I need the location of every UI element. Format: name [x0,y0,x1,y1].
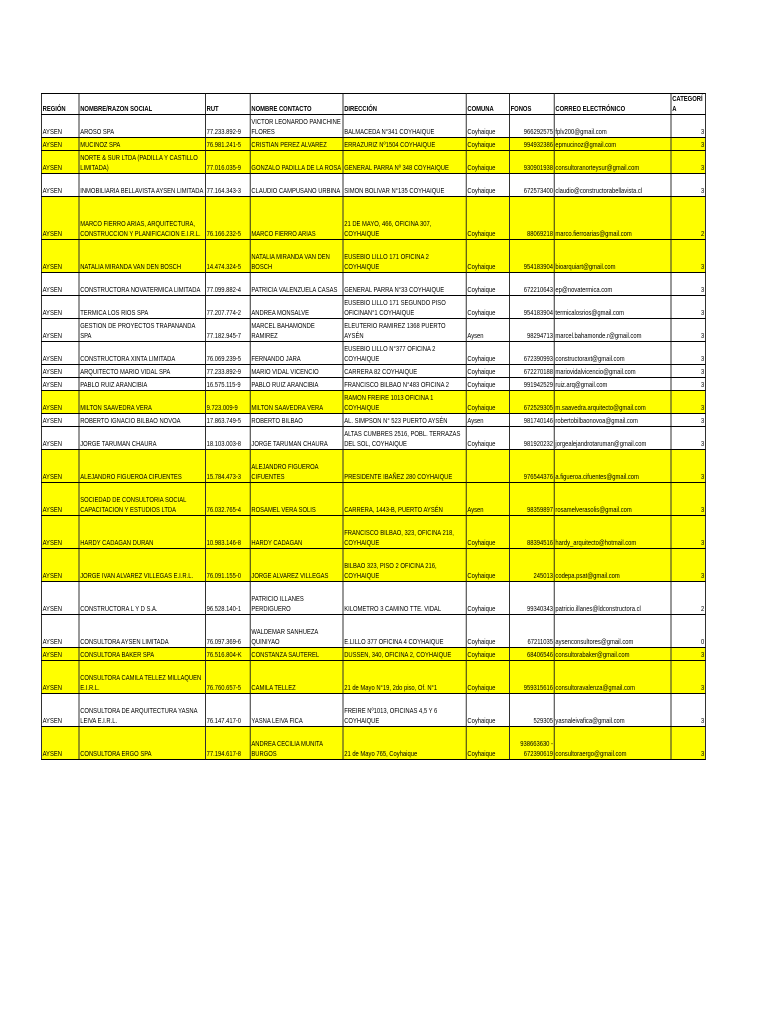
table-row [41,273,705,296]
cell-contact[interactable]: JORGE TARUMAN CHAURA [250,427,343,450]
cell-address[interactable]: PRESIDENTE IBAÑEZ 280 COYHAIQUE [343,450,466,483]
cell-comuna[interactable]: Coyhaique [466,378,509,391]
cell-comuna[interactable]: Coyhaique [466,516,509,549]
cell-email[interactable]: consultorabaker@gmail.com [554,648,671,661]
cell-rut[interactable]: 16.575.115-9 [205,378,250,391]
col-header-address[interactable]: DIRECCIÓN [343,94,466,115]
cell-address[interactable]: EUSEBIO LILLO N°377 OFICINA 2 COYHAIQUE [343,342,466,365]
cell-name[interactable]: MUCINOZ SPA [79,138,205,151]
cell-contact[interactable]: PATRICIO ILLANES PERDIGUERO [250,582,343,615]
cell-email[interactable]: aysenconsultores@gmail.com [554,615,671,648]
cell-category[interactable]: 3 [671,296,705,319]
table-row [41,450,705,483]
cell-phones[interactable]: 938663630 - 672390619 [509,727,554,760]
cell-phones[interactable]: 966292575 [509,115,554,138]
cell-name[interactable]: CONSULTORA CAMILA TELLEZ MILLAQUEN E.I.R.L. [79,661,205,694]
cell-address[interactable]: FRANCISCO BILBAO, 323, OFICINA 218, COYHAIQUE [343,516,466,549]
cell-contact[interactable]: MARIO VIDAL VICENCIO [250,365,343,378]
cell-phones[interactable]: 98294713 [509,319,554,342]
cell-category[interactable]: 3 [671,694,705,727]
cell-phones[interactable]: 68406546 [509,648,554,661]
cell-comuna[interactable]: Coyhaique [466,273,509,296]
cell-contact[interactable]: WALDEMAR SANHUEZA QUINIYAO [250,615,343,648]
cell-contact[interactable]: YASNA LEIVA FICA [250,694,343,727]
cell-name[interactable]: CONSULTORA ERGO SPA [79,727,205,760]
cell-comuna[interactable]: Aysen [466,319,509,342]
cell-contact[interactable]: MARCO FIERRO ARIAS [250,197,343,240]
cell-email[interactable]: yasnaleivafica@gmail.com [554,694,671,727]
cell-contact[interactable]: ANDREA MONSALVE [250,296,343,319]
cell-category[interactable]: 3 [671,378,705,391]
cell-rut[interactable]: 77.233.892-9 [205,365,250,378]
cell-address[interactable]: BILBAO 323, PISO 2 OFICINA 216, COYHAIQUE [343,549,466,582]
cell-region[interactable]: AYSEN [41,648,79,661]
cell-rut[interactable]: 77.182.945-7 [205,319,250,342]
cell-phones[interactable]: 959315616 [509,661,554,694]
cell-email[interactable]: ruiz.arq@gmail.com [554,378,671,391]
cell-email[interactable]: epmucinoz@gmail.com [554,138,671,151]
cell-comuna[interactable]: Coyhaique [466,342,509,365]
cell-address[interactable]: 21 de Mayo N°19, 2do piso, Of. N°1 [343,661,466,694]
cell-region[interactable]: AYSEN [41,414,79,427]
cell-phones[interactable]: 981920232 [509,427,554,450]
cell-name[interactable]: MILTON SAAVEDRA VERA [79,391,205,414]
cell-contact[interactable]: GONZALO PADILLA DE LA ROSA [250,151,343,174]
cell-email[interactable]: m.saavedra.arquitecto@gmail.com [554,391,671,414]
cell-category[interactable]: 2 [671,582,705,615]
cell-rut[interactable]: 77.016.035-9 [205,151,250,174]
cell-email[interactable]: marcel.bahamonde.r@gmail.com [554,319,671,342]
cell-phones[interactable]: 672210643 [509,273,554,296]
cell-category[interactable]: 3 [671,549,705,582]
cell-comuna[interactable]: Coyhaique [466,197,509,240]
cell-phones[interactable]: 672529305 [509,391,554,414]
cell-rut[interactable]: 17.863.749-5 [205,414,250,427]
cell-email[interactable]: claudio@constructorabellavista.cl [554,174,671,197]
cell-contact[interactable]: ANDREA CECILIA MUNITA BURGOS [250,727,343,760]
cell-region[interactable]: AYSEN [41,661,79,694]
cell-address[interactable]: DUSSEN, 340, OFICINA 2, COYHAIQUE [343,648,466,661]
cell-comuna[interactable]: Coyhaique [466,240,509,273]
cell-region[interactable]: AYSEN [41,427,79,450]
col-header-email[interactable]: CORREO ELECTRÓNICO [554,94,671,115]
cell-address[interactable]: CARRERA 82 COYHAIQUE [343,365,466,378]
cell-phones[interactable]: 954183904 [509,240,554,273]
cell-phones[interactable]: 930901938 [509,151,554,174]
cell-email[interactable]: termicalosrios@gmail.com [554,296,671,319]
cell-category[interactable]: 3 [671,648,705,661]
table-row [41,319,705,342]
cell-comuna[interactable]: Coyhaique [466,427,509,450]
cell-phones[interactable]: 994932386 [509,138,554,151]
cell-address[interactable]: GENERAL PARRA Nº 348 COYHAIQUE [343,151,466,174]
cell-category[interactable]: 3 [671,138,705,151]
cell-address[interactable]: EUSEBIO LILLO 171 OFICINA 2 COYHAIQUE [343,240,466,273]
cell-comuna[interactable]: Coyhaique [466,727,509,760]
cell-phones[interactable]: 954183904 [509,296,554,319]
cell-comuna[interactable]: Coyhaique [466,391,509,414]
cell-email[interactable]: mariovidalvicencio@gmail.com [554,365,671,378]
cell-comuna[interactable]: Coyhaique [466,174,509,197]
cell-contact[interactable]: ALEJANDRO FIGUEROA CIFUENTES [250,450,343,483]
cell-contact[interactable]: CRISTIAN PEREZ ALVAREZ [250,138,343,151]
cell-email[interactable]: consultoravalenza@gmail.com [554,661,671,694]
cell-contact[interactable]: FERNANDO JARA [250,342,343,365]
cell-address[interactable]: ERRAZURIZ Nº1504 COYHAIQUE [343,138,466,151]
cell-category[interactable]: 3 [671,273,705,296]
cell-comuna[interactable]: Coyhaique [466,582,509,615]
cell-category[interactable]: 3 [671,342,705,365]
cell-rut[interactable]: 76.981.241-5 [205,138,250,151]
cell-comuna[interactable]: Coyhaique [466,115,509,138]
table-row [41,138,705,151]
cell-email[interactable]: codepa.psat@gmail.com [554,549,671,582]
cell-region[interactable]: AYSEN [41,240,79,273]
cell-region[interactable]: AYSEN [41,115,79,138]
cell-contact[interactable]: ROSAMEL VERA SOLIS [250,483,343,516]
cell-contact[interactable]: CAMILA TELLEZ [250,661,343,694]
col-header-name[interactable]: NOMBRE/RAZON SOCIAL [79,94,205,115]
cell-contact[interactable]: MARCEL BAHAMONDE RAMIREZ [250,319,343,342]
cell-region[interactable]: AYSEN [41,174,79,197]
cell-name[interactable]: AROSO SPA [79,115,205,138]
cell-phones[interactable]: 976544376 [509,450,554,483]
cell-name[interactable]: CONSULTORA DE ARQUITECTURA YASNA LEIVA E.I.R.L. [79,694,205,727]
col-header-comuna[interactable]: COMUNA [466,94,509,115]
cell-name[interactable]: NORTE & SUR LTDA (PADILLA Y CASTILLO LIMITADA) [79,151,205,174]
cell-address[interactable]: AL. SIMPSON N° 523 PUERTO AYSÉN [343,414,466,427]
header-row [41,94,705,115]
cell-category[interactable]: 3 [671,391,705,414]
cell-comuna[interactable]: Coyhaique [466,365,509,378]
cell-comuna[interactable]: Coyhaique [466,648,509,661]
cell-address[interactable]: BALMACEDA N°341 COYHAIQUE [343,115,466,138]
cell-region[interactable]: AYSEN [41,197,79,240]
table-row [41,483,705,516]
cell-email[interactable]: constructoraxt@gmail.com [554,342,671,365]
cell-name[interactable]: CONSTRUCTORA XINTA LIMITADA [79,342,205,365]
table-row [41,378,705,391]
table-row [41,414,705,427]
cell-contact[interactable]: VICTOR LEONARDO PANICHINE FLORES [250,115,343,138]
cell-name[interactable]: HARDY CADAGAN DURAN [79,516,205,549]
cell-contact[interactable]: CONSTANZA SAUTEREL [250,648,343,661]
cell-name[interactable]: ALEJANDRO FIGUEROA CIFUENTES [79,450,205,483]
cell-email[interactable]: a.figueroa.cifuentes@gmail.com [554,450,671,483]
col-header-region[interactable]: REGIÓN [41,94,79,115]
cell-contact[interactable]: NATALIA MIRANDA VAN DEN BOSCH [250,240,343,273]
cell-rut[interactable]: 10.983.146-8 [205,516,250,549]
col-header-phones[interactable]: FONOS [509,94,554,115]
col-header-rut[interactable]: RUT [205,94,250,115]
cell-category[interactable]: 3 [671,483,705,516]
cell-email[interactable]: robertobilbaonovoa@gmail.com [554,414,671,427]
cell-name[interactable]: JORGE TARUMAN CHAURA [79,427,205,450]
cell-name[interactable]: PABLO RUIZ ARANCIBIA [79,378,205,391]
cell-name[interactable]: CONSTRUCTORA L Y D S.A. [79,582,205,615]
table-row [41,174,705,197]
cell-name[interactable]: CONSULTORA AYSEN LIMITADA [79,615,205,648]
cell-rut[interactable]: 77.233.892-9 [205,115,250,138]
cell-comuna[interactable]: Coyhaique [466,151,509,174]
cell-name[interactable]: MARCO FIERRO ARIAS, ARQUITECTURA, CONSTRUCCION Y PLANIFICACION E.I.R.L. [79,197,205,240]
cell-rut[interactable]: 14.474.324-5 [205,240,250,273]
cell-rut[interactable]: 76.032.765-4 [205,483,250,516]
cell-phones[interactable]: 981740146 [509,414,554,427]
cell-category[interactable]: 3 [671,115,705,138]
cell-email[interactable]: consultoranorteysur@gmail.com [554,151,671,174]
cell-category[interactable]: 2 [671,197,705,240]
cell-phones[interactable]: 672573400 [509,174,554,197]
cell-address[interactable]: SIMON BOLIVAR N°135 COYHAIQUE [343,174,466,197]
cell-address[interactable]: 21 de Mayo 765, Coyhaique [343,727,466,760]
cell-name[interactable]: CONSULTORA BAKER SPA [79,648,205,661]
cell-email[interactable]: bioarquiart@gmail.com [554,240,671,273]
col-header-category[interactable]: CATEGORÍA [671,94,705,115]
cell-region[interactable]: AYSEN [41,273,79,296]
cell-contact[interactable]: PATRICIA VALENZUELA CASAS [250,273,343,296]
cell-name[interactable]: ROBERTO IGNACIO BILBAO NOVOA [79,414,205,427]
cell-region[interactable]: AYSEN [41,516,79,549]
cell-phones[interactable]: 88069218 [509,197,554,240]
cell-region[interactable]: AYSEN [41,694,79,727]
cell-comuna[interactable]: Coyhaique [466,296,509,319]
table-row [41,661,705,694]
table-row [41,342,705,365]
cell-rut[interactable]: 76.147.417-0 [205,694,250,727]
cell-comuna[interactable]: Coyhaique [466,661,509,694]
cell-email[interactable]: fplv200@gmail.com [554,115,671,138]
cell-email[interactable]: marco.fierroarias@gmail.com [554,197,671,240]
cell-rut[interactable]: 96.528.140-1 [205,582,250,615]
cell-comuna[interactable]: Aysen [466,483,509,516]
cell-category[interactable]: 3 [671,516,705,549]
cell-region[interactable]: AYSEN [41,615,79,648]
cell-rut[interactable]: 76.069.239-5 [205,342,250,365]
cell-contact[interactable]: ROBERTO BILBAO [250,414,343,427]
cell-category[interactable]: 3 [671,151,705,174]
cell-address[interactable]: ALTAS CUMBRES 2516, POBL. TERRAZAS DEL SOL, COYHAIQUE [343,427,466,450]
col-header-contact[interactable]: NOMBRE CONTACTO [250,94,343,115]
cell-region[interactable]: AYSEN [41,342,79,365]
cell-name[interactable]: GESTION DE PROYECTOS TRAPANANDA SPA [79,319,205,342]
cell-email[interactable]: patricio.illanes@ldconstructora.cl [554,582,671,615]
cell-category[interactable]: 3 [671,240,705,273]
cell-region[interactable]: AYSEN [41,365,79,378]
cell-address[interactable]: EUSEBIO LILLO 171 SEGUNDO PISO OFICINAN°1 COYHAIQUE [343,296,466,319]
cell-email[interactable]: jorgealejandrotaruman@gmail.com [554,427,671,450]
cell-rut[interactable]: 77.207.774-2 [205,296,250,319]
cell-region[interactable]: AYSEN [41,296,79,319]
cell-region[interactable]: AYSEN [41,582,79,615]
cell-rut[interactable]: 15.784.473-3 [205,450,250,483]
cell-region[interactable]: AYSEN [41,483,79,516]
cell-phones[interactable]: 991942529 [509,378,554,391]
table-row [41,115,705,138]
cell-comuna[interactable] [466,450,509,483]
table-row [41,151,705,174]
cell-email[interactable]: ep@novatermica.com [554,273,671,296]
cell-region[interactable]: AYSEN [41,378,79,391]
table-row [41,240,705,273]
cell-category[interactable]: 3 [671,319,705,342]
cell-category[interactable]: 3 [671,661,705,694]
cell-name[interactable]: CONSTRUCTORA NOVATERMICA LIMITADA [79,273,205,296]
cell-contact[interactable]: PABLO RUIZ ARANCIBIA [250,378,343,391]
cell-region[interactable]: AYSEN [41,450,79,483]
cell-name[interactable]: JORGE IVAN ALVAREZ VILLEGAS E.I.R.L. [79,549,205,582]
table-row [41,648,705,661]
cell-region[interactable]: AYSEN [41,138,79,151]
cell-region[interactable]: AYSEN [41,391,79,414]
cell-address[interactable]: CARRERA, 1443-B, PUERTO AYSÉN [343,483,466,516]
cell-comuna[interactable]: Coyhaique [466,615,509,648]
cell-email[interactable]: consultoraergo@gmail.com [554,727,671,760]
table-row [41,549,705,582]
table-row [41,582,705,615]
cell-phones[interactable]: 99340343 [509,582,554,615]
cell-phones[interactable]: 529305 [509,694,554,727]
table-row [41,516,705,549]
cell-category[interactable]: 3 [671,727,705,760]
cell-address[interactable]: FRANCISCO BILBAO N°483 OFICINA 2 [343,378,466,391]
cell-phones[interactable]: 88394516 [509,516,554,549]
cell-address[interactable]: ELEUTERIO RAMIREZ 1368 PUERTO AYSÉN [343,319,466,342]
cell-category[interactable]: 3 [671,365,705,378]
cell-rut[interactable]: 77.194.617-8 [205,727,250,760]
table-row [41,365,705,378]
cell-contact[interactable]: JORGE ALVAREZ VILLEGAS [250,549,343,582]
cell-comuna[interactable]: Coyhaique [466,694,509,727]
table-row [41,197,705,240]
cell-rut[interactable]: 18.103.003-8 [205,427,250,450]
table-row [41,427,705,450]
cell-rut[interactable]: 76.091.155-0 [205,549,250,582]
cell-rut[interactable]: 77.099.882-4 [205,273,250,296]
cell-category[interactable]: 3 [671,174,705,197]
cell-category[interactable]: 3 [671,414,705,427]
cell-phones[interactable]: 672390993 [509,342,554,365]
cell-rut[interactable]: 76.097.369-6 [205,615,250,648]
cell-name[interactable]: SOCIEDAD DE CONSULTORIA SOCIAL CAPACITACION Y ESTUDIOS LTDA [79,483,205,516]
cell-phones[interactable]: 98359897 [509,483,554,516]
cell-contact[interactable]: MILTON SAAVEDRA VERA [250,391,343,414]
cell-address[interactable]: FREIRE Nº1013, OFICINAS 4,5 Y 6 COYHAIQUE [343,694,466,727]
table-row [41,391,705,414]
cell-address[interactable]: 21 DE MAYO, 466, OFICINA 307, COYHAIQUE [343,197,466,240]
cell-comuna[interactable]: Coyhaique [466,549,509,582]
cell-category[interactable]: 0 [671,615,705,648]
cell-region[interactable]: AYSEN [41,727,79,760]
cell-address[interactable]: GENERAL PARRA N°33 COYHAIQUE [343,273,466,296]
cell-name[interactable]: ARQUITECTO MARIO VIDAL SPA [79,365,205,378]
cell-contact[interactable]: CLAUDIO CAMPUSANO URBINA [250,174,343,197]
cell-rut[interactable]: 9.723.009-9 [205,391,250,414]
table-row [41,694,705,727]
cell-address[interactable]: E.LILLO 377 OFICINA 4 COYHAIQUE [343,615,466,648]
cell-phones[interactable]: 672270188 [509,365,554,378]
cell-email[interactable]: rosamelverasolis@gmail.com [554,483,671,516]
cell-phones[interactable]: 245013 [509,549,554,582]
cell-comuna[interactable]: Aysen [466,414,509,427]
cell-address[interactable]: RAMON FREIRE 1013 OFICINA 1 COYHAIQUE [343,391,466,414]
cell-category[interactable]: 3 [671,427,705,450]
cell-region[interactable]: AYSEN [41,151,79,174]
cell-rut[interactable]: 76.166.232-5 [205,197,250,240]
cell-region[interactable]: AYSEN [41,319,79,342]
cell-rut[interactable]: 77.164.343-3 [205,174,250,197]
cell-name[interactable]: TERMICA LOS RIOS SPA [79,296,205,319]
table-row [41,615,705,648]
table-row [41,296,705,319]
cell-region[interactable]: AYSEN [41,549,79,582]
cell-category[interactable]: 3 [671,450,705,483]
cell-comuna[interactable]: Coyhaique [466,138,509,151]
cell-contact[interactable]: HARDY CADAGAN [250,516,343,549]
cell-rut[interactable]: 76.760.657-5 [205,661,250,694]
cell-phones[interactable]: 67211035 [509,615,554,648]
cell-name[interactable]: INMOBILIARIA BELLAVISTA AYSEN LIMITADA [79,174,205,197]
cell-email[interactable]: hardy_arquitecto@hotmail.com [554,516,671,549]
contacts-table [41,93,706,760]
cell-address[interactable]: KILOMETRO 3 CAMINO TTE. VIDAL [343,582,466,615]
table-row [41,727,705,760]
cell-rut[interactable]: 76.516.804-K [205,648,250,661]
cell-name[interactable]: NATALIA MIRANDA VAN DEN BOSCH [79,240,205,273]
